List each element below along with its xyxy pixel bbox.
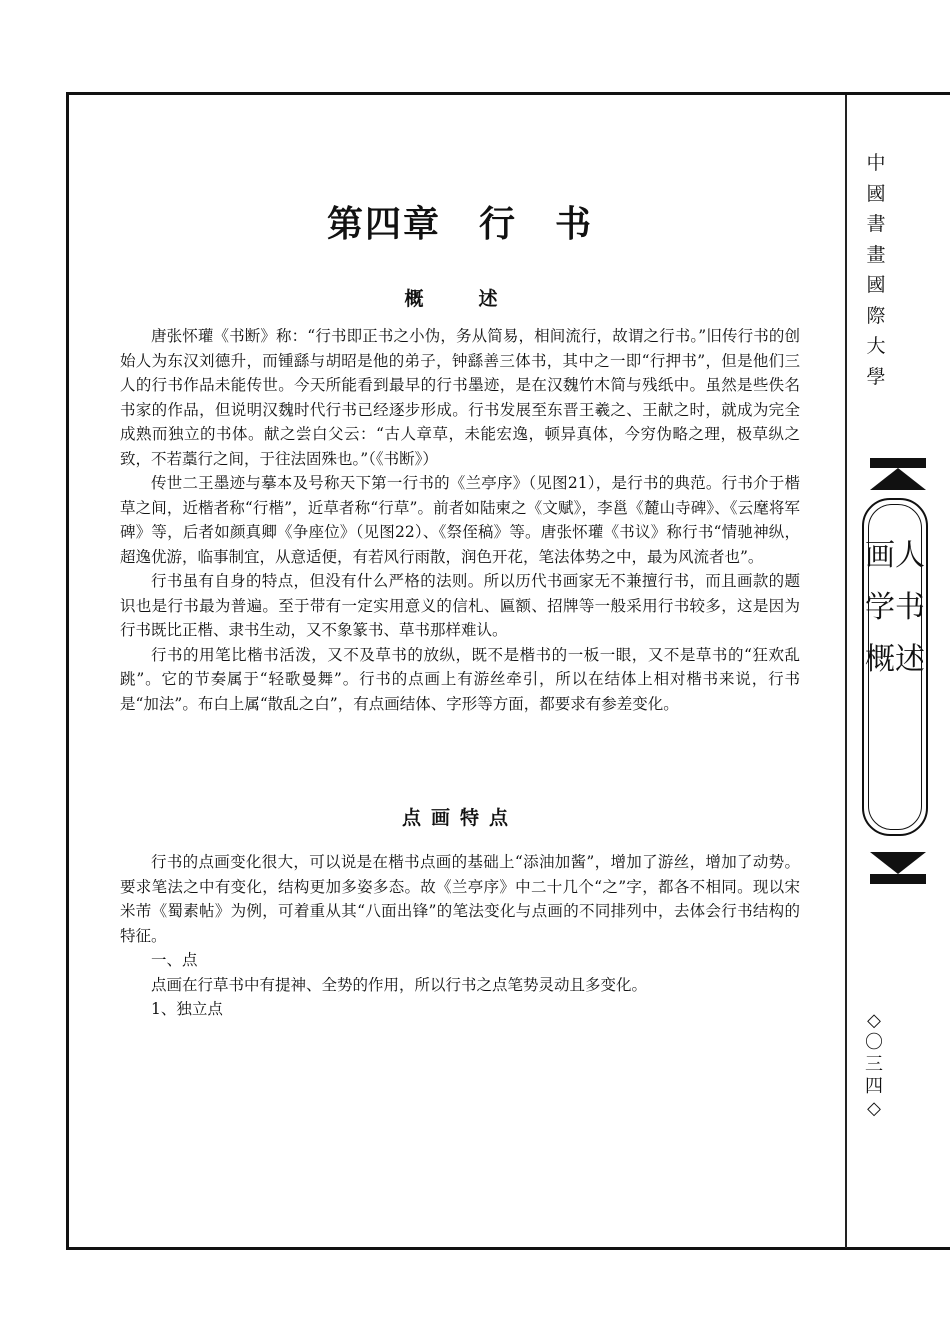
paragraph: 唐张怀瓘《书断》称：“行书即正书之小伪，务从简易，相间流行，故谓之行书。”旧传行书的创始人为东汉刘德升，而锺繇与胡昭是他的弟子，钟繇善三体书，其中之一即“行押书”，但是他们三人的行书作品未能传世。今天所能看到最早的行书墨迹，是在汉魏竹木简与残纸中。虽然是些佚名书家的作品，但说明汉魏时代行书已经逐步形成。行书发展至东晋王羲之、王献之时，就成为完全成熟而独立的书体。献之尝白父云：“古人章草，未能宏逸，顿异真体，今穷伪略之理，极草纵之致，不若藁行之间，于往法固殊也。”（《书断》） [120,327,800,468]
list-item-subheading: 1、独立点 [151,1000,223,1018]
section-heading-stroke-features: 点画特点 [401,807,518,829]
page-number: ◇〇三四◇ [865,1010,883,1119]
school-name: 中國書畫國際大學 [866,152,886,388]
side-bar-top [870,458,926,468]
paragraph: 行书虽有自身的特点，但没有什么严格的法则。所以历代书画家无不兼擅行书，而且画款的题识也是行书最为普遍。至于带有一定实用意义的信札、匾额、招牌等一般采用行书较多，这是因为行书既比正楷、隶书生动，又不象篆书、草书那样难认。 [120,572,800,639]
stroke-features-body [120,850,800,1022]
list-item-heading: 一、点 [151,951,198,969]
side-bar-bottom [870,874,926,884]
paragraph: 传世二王墨迹与摹本及号称天下第一行书的《兰亭序》（见图21），是行书的典范。行书介于楷草之间，近楷者称“行楷”，近草者称“行草”。前者如陆柬之《文赋》，李邕《麓山寺碑》、《云麾将军碑》等，后者如颜真卿《争座位》（见图22）、《祭侄稿》等。唐张怀瓘《书议》称行书“情驰神纵，超逸优游，临事制宜，从意适便，有若风行雨散，润色开花，笔法体势之中，最为风流者也”。 [120,474,800,566]
paragraph: 行书的用笔比楷书活泼，又不及草书的放纵，既不是楷书的一板一眼，又不是草书的“狂欢乱跳”。它的节奏属于“轻歌曼舞”。行书的点画上有游丝牵引，所以在结体上相对楷书来说，行书是“加法”。布白上属“散乱之白”，有点画结体、字形等方面，都要求有参差变化。 [120,645,800,713]
section-heading-overview: 概 述 [404,288,516,310]
side-divider [845,95,847,1248]
chapter-title: 第四章 行 书 [326,203,593,245]
list-item-text: 点画在行草书中有提神、全势的作用，所以行书之点笔势灵动且多变化。 [151,975,648,994]
overview-body [120,324,800,716]
paragraph: 行书的点画变化很大，可以说是在楷书点画的基础上“添油加酱”，增加了游丝，增加了动势。要求笔法之中有变化，结构更加多姿多态。故《兰亭序》中二十几个“之”字，都各不相同。现以宋米芾《蜀素帖》为例，可着重从其“八面出锋”的笔法变化与点画的不同排列中，去体会行书结构的特征。 [120,853,800,945]
chevron-up-ornament [870,468,926,490]
series-title: 画人学书概述 [865,538,925,677]
chevron-down-ornament [870,852,926,874]
